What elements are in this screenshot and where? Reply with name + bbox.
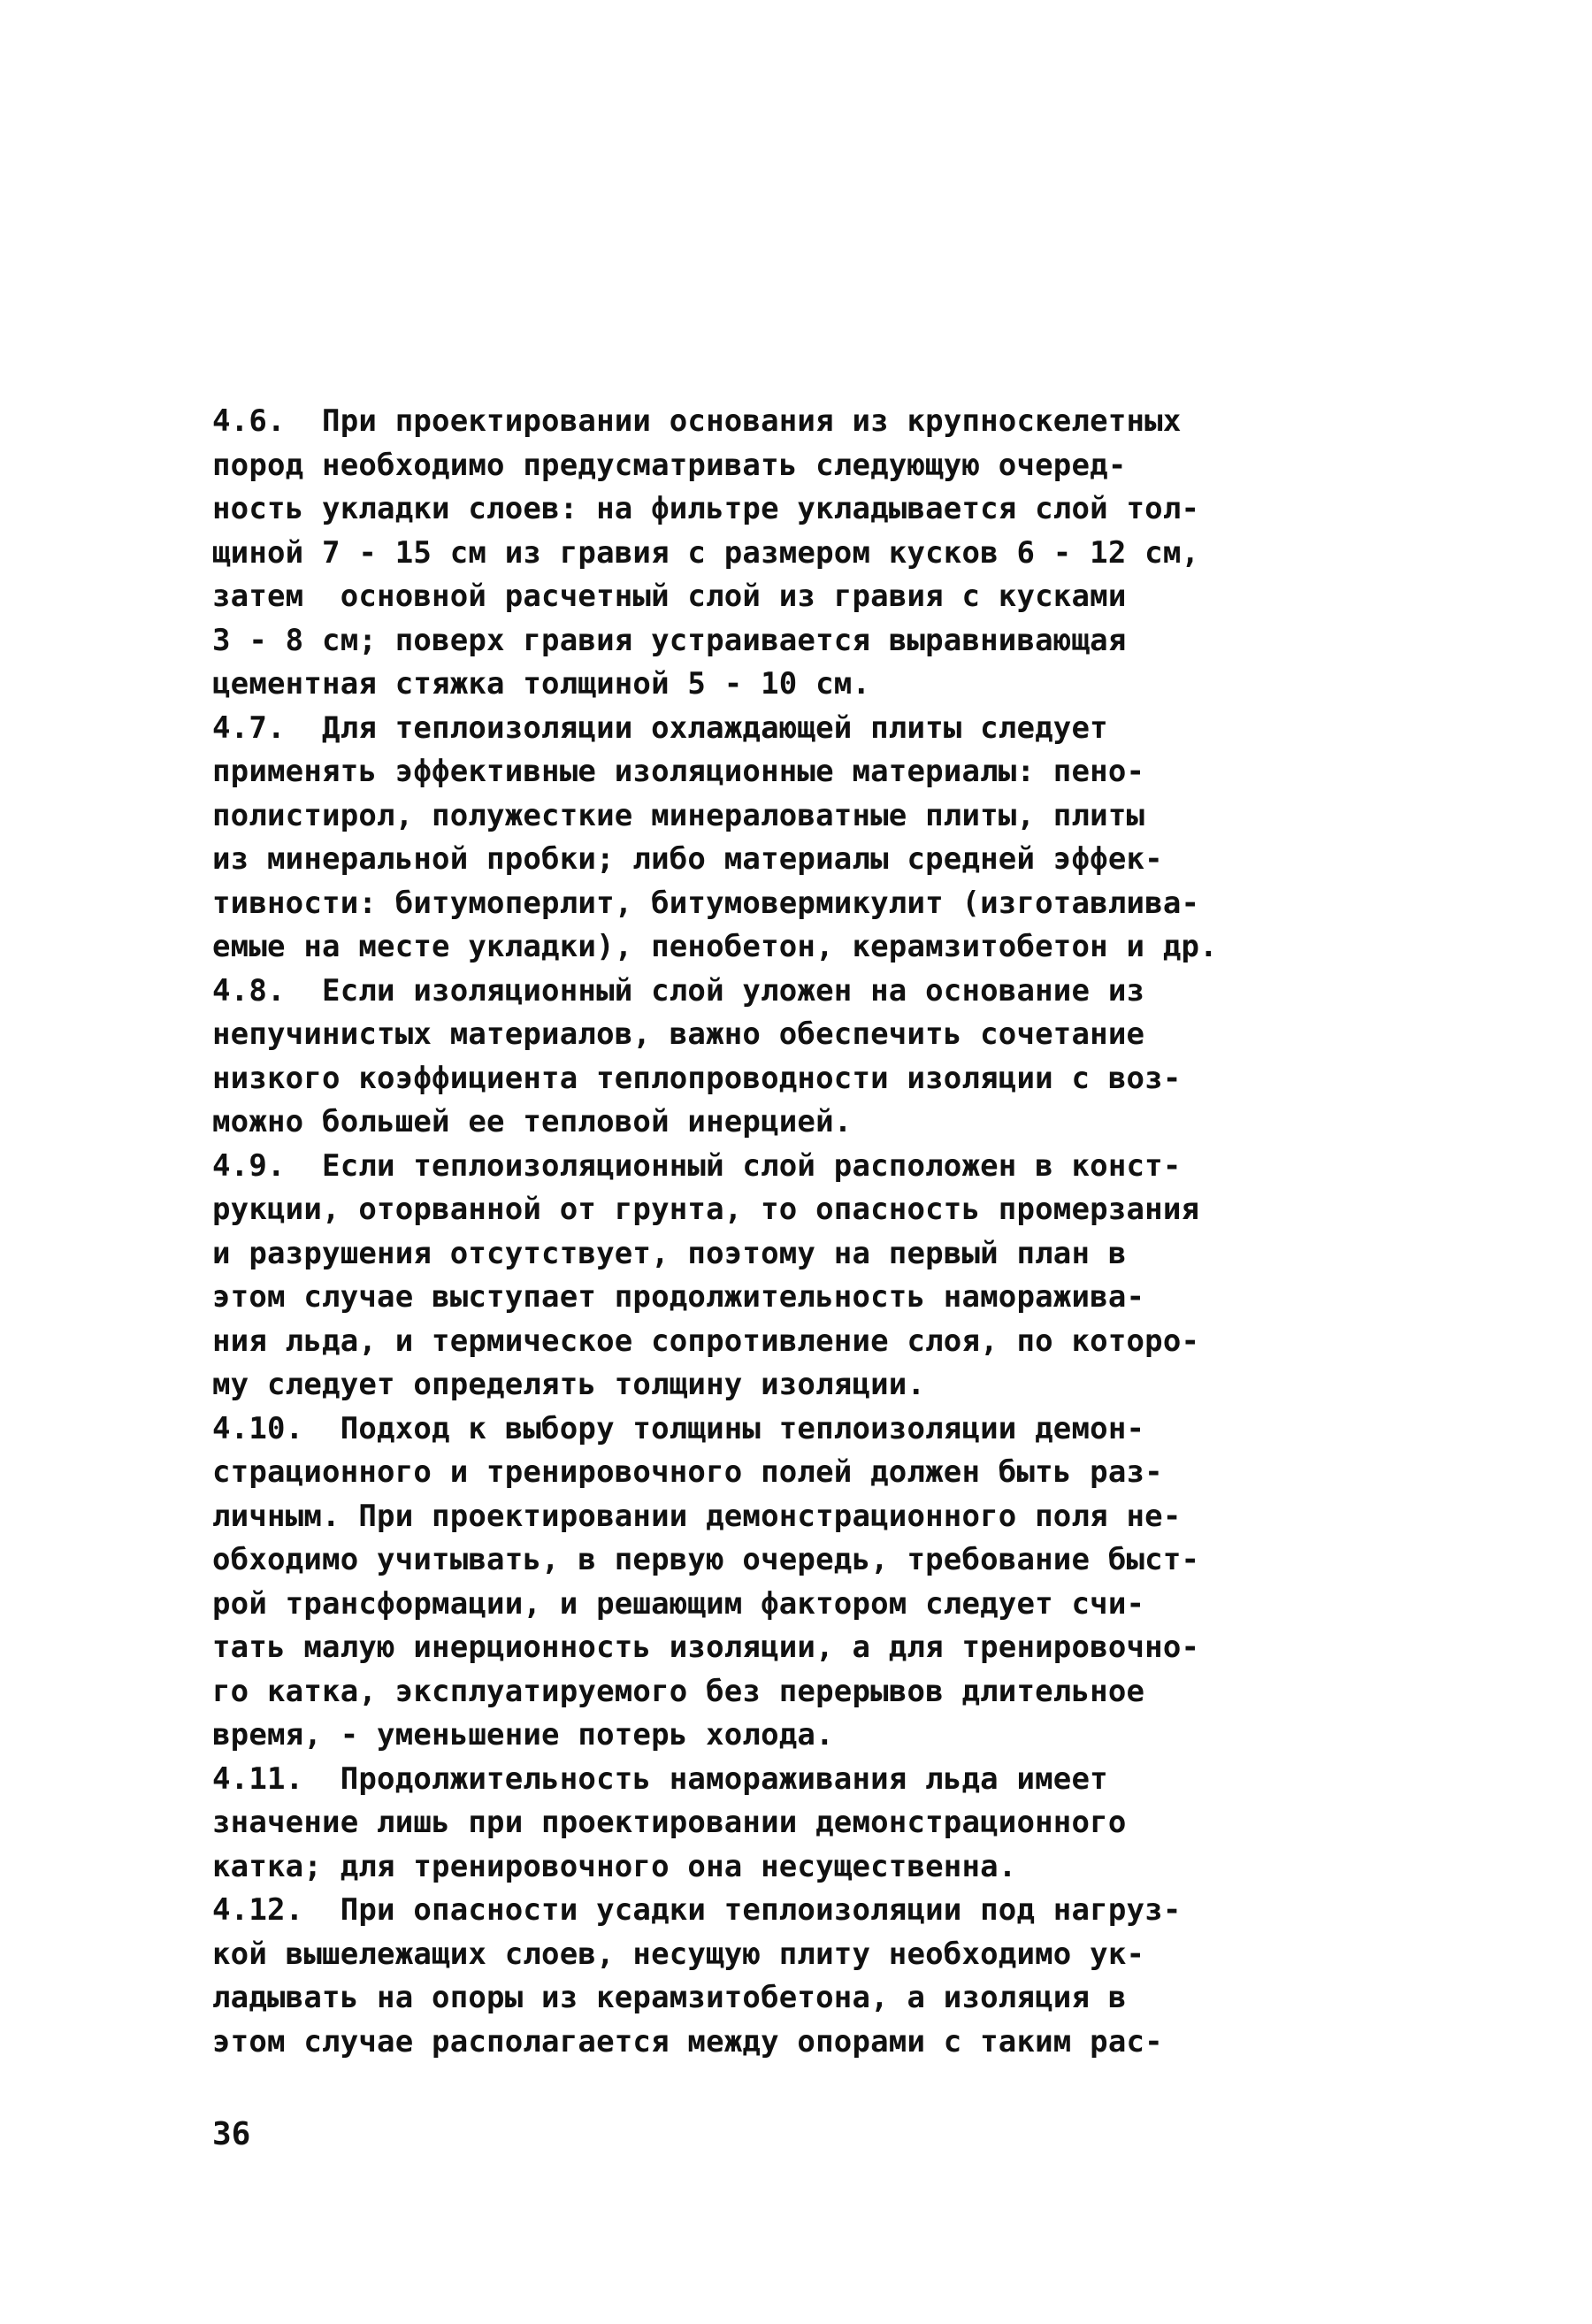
text-line: 4.6. При проектировании основания из крупноскелетных <box>212 403 1182 439</box>
text-line: личным. При проектировании демонстрационного поля не- <box>212 1498 1182 1534</box>
page-number: 36 <box>212 2116 251 2152</box>
text-line: ность укладки слоев: на фильтре укладывается слой тол- <box>212 491 1200 526</box>
text-line: 4.9. Если теплоизоляционный слой расположен в конст- <box>212 1147 1182 1184</box>
text-line: го катка, эксплуатируемого без перерывов длительное <box>212 1673 1145 1709</box>
text-line: 4.12. При опасности усадки теплоизоляции под нагруз- <box>212 1892 1182 1928</box>
text-line: щиной 7 - 15 см из гравия с размером кусков 6 - 12 см, <box>212 534 1200 571</box>
text-line: можно большей ее тепловой инерцией. <box>212 1104 853 1139</box>
text-line: катка; для тренировочного она несущественна. <box>212 1848 1017 1884</box>
text-line: из минеральной пробки; либо материалы средней эффек- <box>212 841 1163 877</box>
text-line: рой трансформации, и решающим фактором следует счи- <box>212 1585 1145 1622</box>
text-line: пород необходимо предусматривать следующую очеред- <box>212 447 1127 483</box>
text-line: ния льда, и термическое сопротивление слоя, по которо- <box>212 1323 1200 1359</box>
text-line: 4.7. Для теплоизоляции охлаждающей плиты следует <box>212 709 1108 746</box>
text-line: ладывать на опоры из керамзитобетона, а изоляция в <box>212 1980 1127 2015</box>
text-line: 4.8. Если изоляционный слой уложен на основание из <box>212 972 1145 1009</box>
text-line: непучинистых материалов, важно обеспечить сочетание <box>212 1016 1145 1052</box>
text-line: 4.11. Продолжительность намораживания льда имеет <box>212 1760 1108 1797</box>
text-line: тивности: битумоперлит, битумовермикулит (изготавлива- <box>212 885 1200 921</box>
text-line: обходимо учитывать, в первую очередь, требование быст- <box>212 1542 1200 1577</box>
text-line: му следует определять толщину изоляции. <box>212 1367 926 1402</box>
text-line: затем основной расчетный слой из гравия с кусками <box>212 579 1127 614</box>
text-line: рукции, оторванной от грунта, то опасность промерзания <box>212 1192 1200 1227</box>
text-line: 4.10. Подход к выбору толщины теплоизоляции демон- <box>212 1410 1145 1446</box>
text-line: кой вышележащих слоев, несущую плиту необходимо ук- <box>212 1936 1145 1972</box>
text-line: тать малую инерционность изоляции, а для тренировочно- <box>212 1630 1200 1665</box>
text-line: емые на месте укладки), пенобетон, керамзитобетон и др. <box>212 929 1218 964</box>
text-line: этом случае выступает продолжительность наморажива- <box>212 1279 1145 1315</box>
text-line: страционного и тренировочного полей должен быть раз- <box>212 1454 1163 1490</box>
text-line: время, - уменьшение потерь холода. <box>212 1717 834 1753</box>
text-line: этом случае располагается между опорами с таким рас- <box>212 2023 1163 2059</box>
body-text <box>212 400 1415 2064</box>
text-line: цементная стяжка толщиной 5 - 10 см. <box>212 666 871 702</box>
text-line: значение лишь при проектировании демонстрационного <box>212 1805 1127 1840</box>
text-line: и разрушения отсутствует, поэтому на первый план в <box>212 1235 1127 1271</box>
text-line: низкого коэффициента теплопроводности изоляции с воз- <box>212 1060 1182 1096</box>
text-line: применять эффективные изоляционные материалы: пено- <box>212 754 1145 789</box>
text-line: полистирол, полужесткие минераловатные плиты, плиты <box>212 797 1145 833</box>
text-line: 3 - 8 см; поверх гравия устраивается выравнивающая <box>212 622 1127 658</box>
